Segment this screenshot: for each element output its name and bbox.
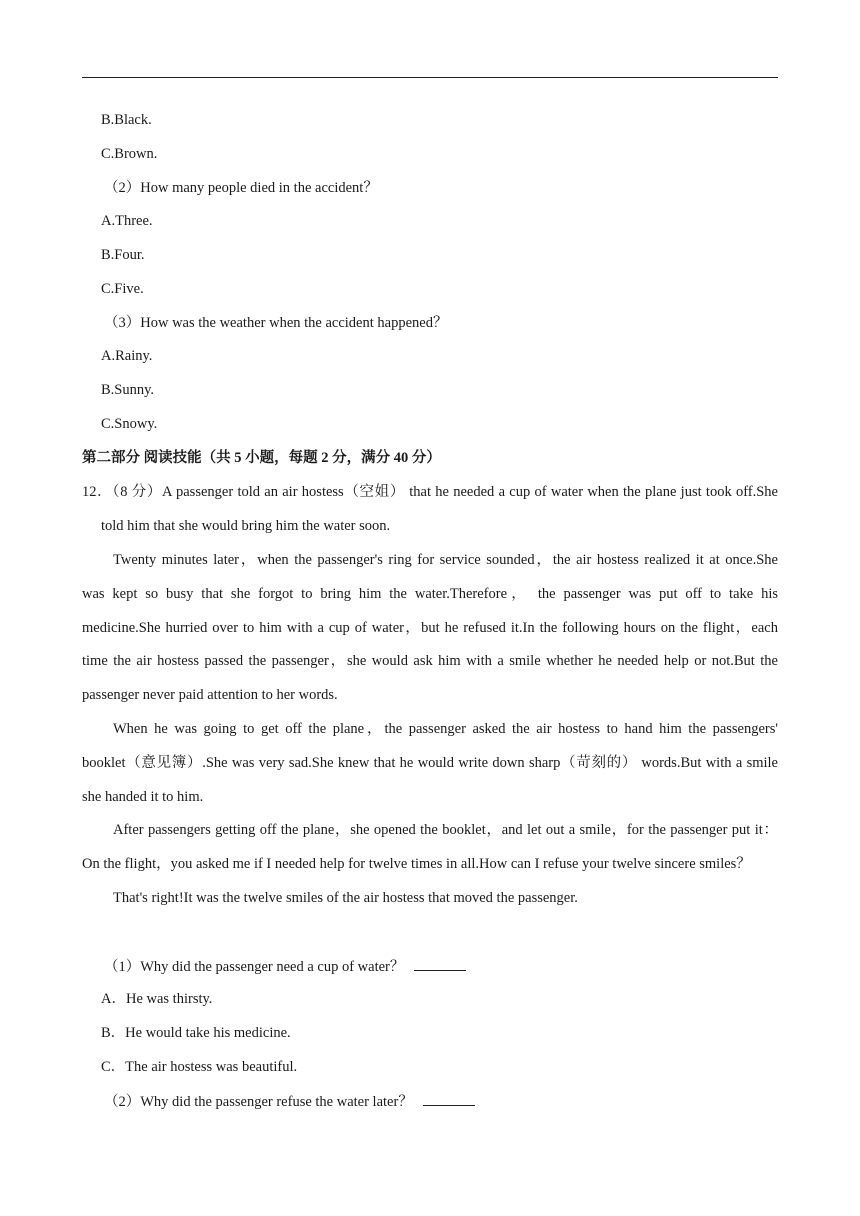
passage-p1-line-1: Twenty minutes later，when the passenger's ring for service sounded，the air hostess realized it at once.She	[113, 552, 778, 568]
question-3-option-b: B.Sunny.	[101, 382, 155, 398]
passage-intro-line-2: told him that she would bring him the water soon.	[101, 518, 391, 534]
passage-p3-line-1: After passengers getting off the plane，she opened the booklet，and let out a smile，for the passenger put it：	[113, 822, 778, 838]
question-3-option-c: C.Snowy.	[101, 416, 158, 432]
option-c: C.Brown.	[101, 146, 158, 162]
question-2-option-b: B.Four.	[101, 247, 145, 263]
passage-p1-line-5: passenger never paid attention to her words.	[82, 687, 338, 703]
reading-question-2	[104, 1091, 475, 1112]
passage-p4-line-1: That's right!It was the twelve smiles of the air hostess that moved the passenger.	[113, 890, 578, 906]
header-rule	[82, 77, 778, 78]
passage-p2-line-1: When he was going to get off the plane，the passenger asked the air hostess to hand him the passengers'	[113, 721, 778, 737]
option-b: B.Black.	[101, 112, 152, 128]
reading-question-1	[104, 956, 466, 977]
question-2: （2）How many people died in the accident？	[104, 180, 378, 196]
passage-p1-line-2: was kept so busy that she forgot to bring him the water.Therefore， the passenger was put off to take his	[82, 586, 778, 602]
reading-question-1-option-c: C．The air hostess was beautiful.	[101, 1059, 298, 1075]
section-title: 第二部分 阅读技能（共 5 小题，每题 2 分，满分 40 分）	[82, 450, 441, 466]
reading-question-1-text: （1）Why did the passenger need a cup of water？	[104, 959, 405, 975]
reading-question-2-text: （2）Why did the passenger refuse the water later？	[104, 1094, 413, 1110]
passage-p2-line-2: booklet（意见簿）.She was very sad.She knew that he would write down sharp（苛刻的） words.But with a smile	[82, 755, 778, 771]
passage-p3-line-2: On the flight，you asked me if I needed help for twelve times in all.How can I refuse your twelve sincere smiles？	[82, 856, 751, 872]
reading-question-1-option-a: A．He was thirsty.	[101, 991, 213, 1007]
answer-blank[interactable]	[414, 956, 466, 971]
passage-p1-line-4: time the air hostess passed the passenger，she would ask him with a smile whether he needed help or not.But the	[82, 653, 778, 669]
passage-p1-line-3: medicine.She hurried over to him with a cup of water，but he refused it.In the following hours on the flight，each	[82, 620, 778, 636]
question-2-option-a: A.Three.	[101, 213, 153, 229]
passage-intro-line-1: 12．（8 分）A passenger told an air hostess（空姐） that he needed a cup of water when the plane just took off.She	[82, 484, 778, 500]
question-3-option-a: A.Rainy.	[101, 348, 153, 364]
question-2-option-c: C.Five.	[101, 281, 144, 297]
question-3: （3）How was the weather when the accident happened？	[104, 315, 448, 331]
reading-question-1-option-b: B．He would take his medicine.	[101, 1025, 291, 1041]
answer-blank[interactable]	[423, 1091, 475, 1106]
passage-p2-line-3: she handed it to him.	[82, 789, 204, 805]
